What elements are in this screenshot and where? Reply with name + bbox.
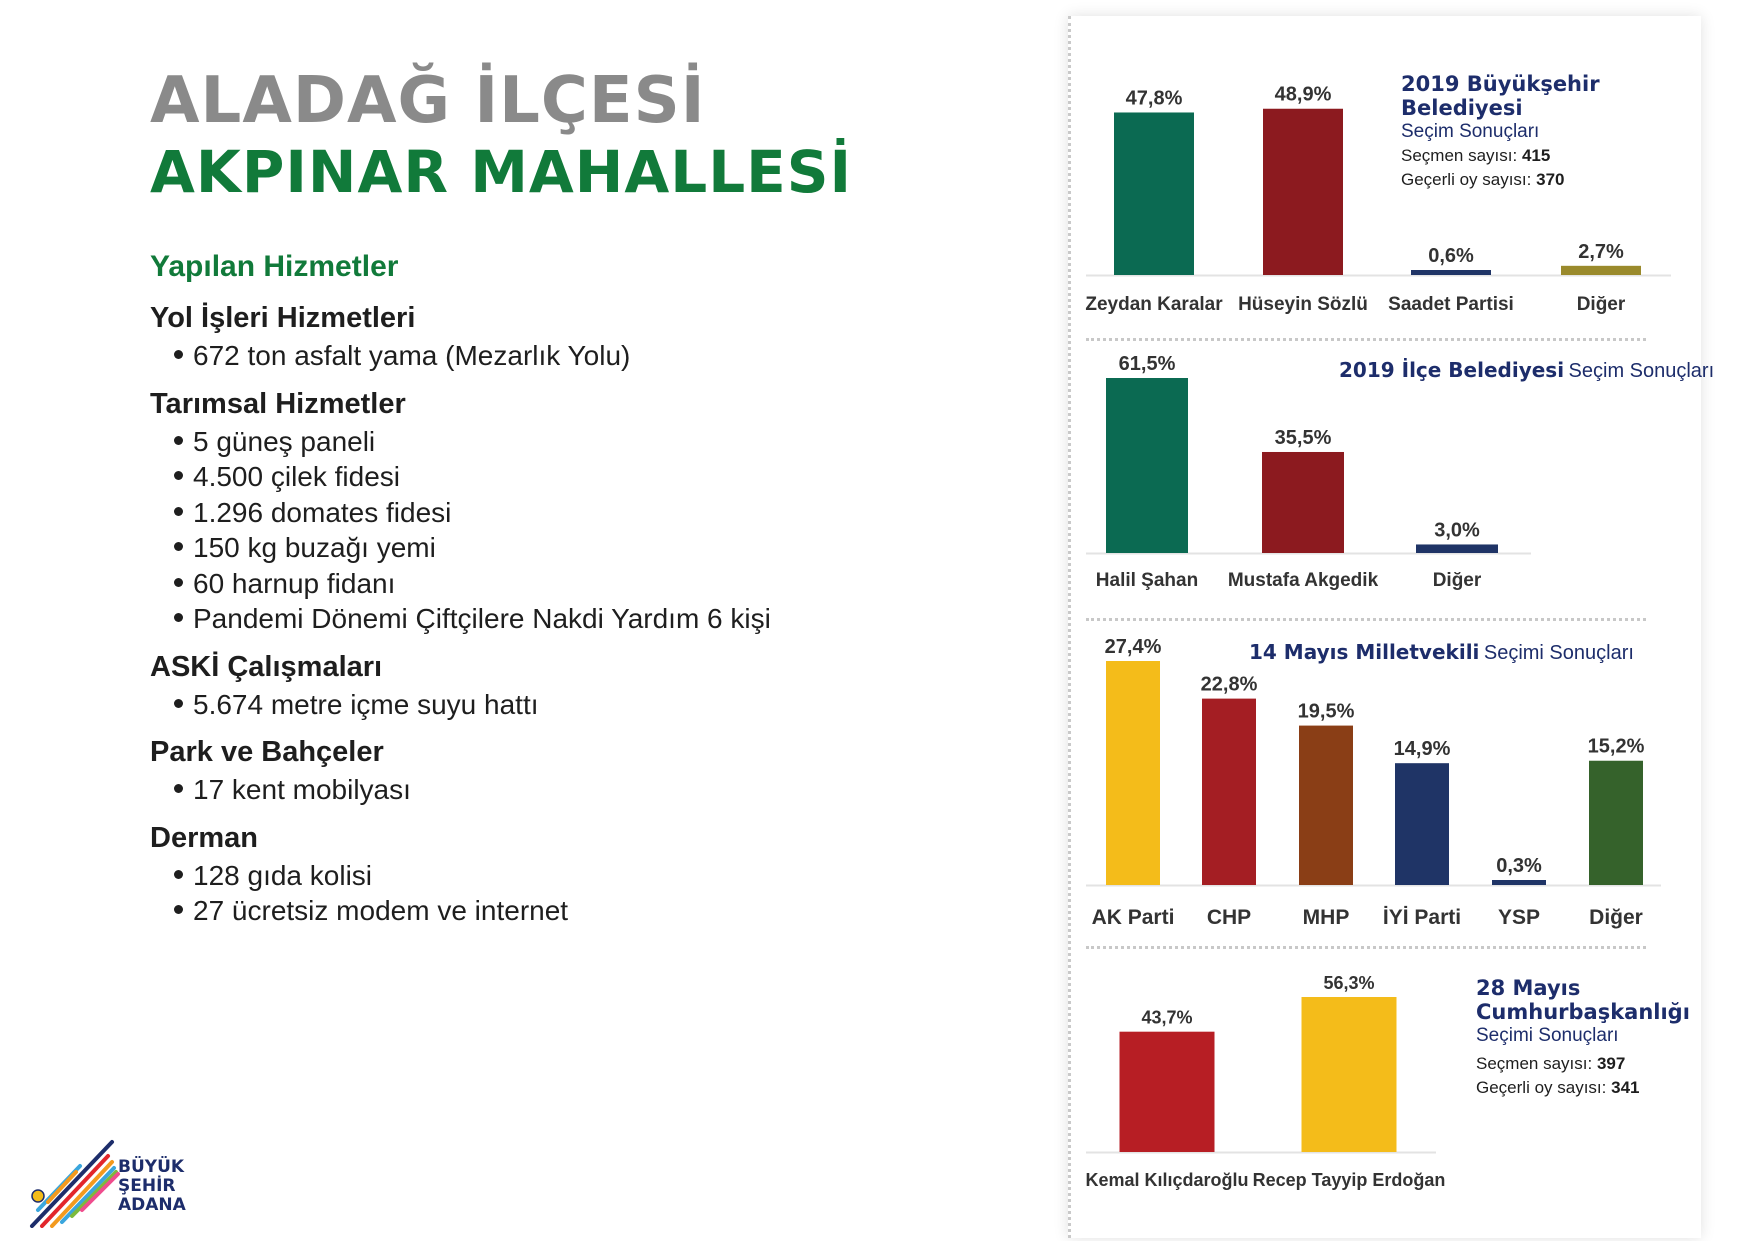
bullet-icon [174, 784, 183, 793]
data-label: 43,7% [1141, 1007, 1193, 1028]
data-label: 14,9% [1393, 738, 1451, 761]
bullet-icon [174, 699, 183, 708]
data-label: 27,4% [1104, 636, 1162, 658]
category-label: Diğer [1576, 294, 1626, 315]
service-category-title: ASKİ Çalışmaları [150, 650, 383, 683]
bullet-icon [174, 905, 183, 914]
chart-bar [1299, 726, 1353, 885]
services-heading: Yapılan Hizmetler [150, 250, 399, 283]
bullet-icon [174, 870, 183, 879]
chart-bar [1561, 266, 1641, 275]
category-label: İYİ Parti [1382, 906, 1462, 929]
chart-bar [1106, 378, 1188, 553]
service-category [150, 732, 910, 808]
chart3-title: 14 Mayıs Milletvekili Seçimi Sonuçları [1249, 640, 1634, 664]
data-label: 0,6% [1428, 245, 1474, 267]
category-label: Diğer [1432, 570, 1482, 591]
district-title: ALADAĞ İLÇESİ [150, 64, 706, 138]
chart-bar [1114, 112, 1194, 275]
data-label: 47,8% [1125, 87, 1183, 110]
neighborhood-title: AKPINAR MAHALLESİ [150, 138, 853, 206]
category-label: YSP [1497, 906, 1541, 929]
section-divider [1086, 618, 1646, 621]
bullet-icon [174, 578, 183, 587]
section-divider [1086, 946, 1646, 949]
data-label: 35,5% [1274, 426, 1332, 449]
service-item: Pandemi Dönemi Çiftçilere Nakdi Yardım 6 kişi [174, 601, 910, 637]
data-label: 0,3% [1496, 855, 1542, 877]
service-category [150, 818, 910, 929]
chart4-info: 28 Mayıs Cumhurbaşkanlığı Seçimi Sonuçları Seçmen sayısı: 397 Geçerli oy sayısı: 341 [1476, 976, 1690, 1097]
service-category-title: Park ve Bahçeler [150, 736, 384, 768]
category-label: CHP [1206, 906, 1252, 929]
chart1-info: 2019 Büyükşehir Belediyesi Seçim Sonuçları Seçmen sayısı: 415 Geçerli oy sayısı: 370 [1401, 72, 1600, 189]
bullet-icon [174, 436, 183, 445]
chart-bar [1106, 661, 1160, 885]
bullet-icon [174, 350, 183, 359]
category-label: Zeydan Karalar [1085, 294, 1223, 315]
category-label: Hüseyin Sözlü [1238, 294, 1368, 315]
category-label: Mustafa Akgedik [1227, 570, 1379, 591]
bullet-icon [174, 542, 183, 551]
category-label: MHP [1302, 906, 1350, 929]
service-category [150, 384, 910, 637]
service-item: 5 güneş paneli [174, 424, 910, 460]
service-item: 60 harnup fidanı [174, 566, 910, 602]
service-item: 27 ücretsiz modem ve internet [174, 893, 910, 929]
logo-text: BÜYÜK ŞEHİR ADANA [118, 1157, 186, 1215]
service-item: 128 gıda kolisi [174, 858, 910, 894]
category-label: Saadet Partisi [1388, 294, 1514, 315]
chart-bar [1263, 109, 1343, 275]
service-category-title: Derman [150, 821, 258, 854]
category-label: AK Parti [1091, 906, 1175, 929]
data-label: 56,3% [1323, 973, 1375, 993]
chart-bar [1416, 544, 1498, 553]
chart-bar [1202, 699, 1256, 885]
service-item: 672 ton asfalt yama (Mezarlık Yolu) [174, 338, 910, 374]
service-item: 4.500 çilek fidesi [174, 459, 910, 495]
service-category-title: Tarımsal Hizmetler [150, 387, 406, 420]
chart-bar [1395, 763, 1449, 885]
section-divider [1086, 338, 1646, 341]
service-item: 5.674 metre içme suyu hattı [174, 687, 910, 723]
category-label: Kemal Kılıçdaroğlu [1085, 1170, 1249, 1190]
chart-bar [1302, 997, 1397, 1152]
data-label: 22,8% [1200, 673, 1258, 696]
chart-bar [1120, 1032, 1215, 1152]
data-label: 2,7% [1578, 240, 1624, 263]
service-item: 150 kg buzağı yemi [174, 530, 910, 566]
data-label: 3,0% [1434, 519, 1480, 542]
bullet-icon [174, 613, 183, 622]
bullet-icon [174, 507, 183, 516]
chart2-title: 2019 İlçe Belediyesi Seçim Sonuçları [1339, 358, 1715, 382]
category-label: Diğer [1589, 906, 1643, 929]
data-label: 61,5% [1118, 353, 1176, 375]
chart-bar [1411, 270, 1491, 275]
service-category [150, 298, 910, 374]
service-item: 1.296 domates fidesi [174, 495, 910, 531]
bullet-icon [174, 471, 183, 480]
chart-bar [1492, 880, 1546, 885]
service-category [150, 647, 910, 723]
data-label: 19,5% [1297, 700, 1355, 723]
data-label: 48,9% [1274, 83, 1332, 106]
service-item: 17 kent mobilyası [174, 772, 910, 808]
chart-bar [1589, 761, 1643, 885]
data-label: 15,2% [1587, 735, 1645, 758]
chart-bar [1262, 452, 1344, 553]
election-results-panel [1068, 16, 1715, 1238]
services-list [150, 298, 910, 939]
category-label: Halil Şahan [1095, 570, 1199, 591]
category-label: Recep Tayyip Erdoğan [1252, 1170, 1446, 1190]
service-category-title: Yol İşleri Hizmetleri [150, 302, 416, 334]
